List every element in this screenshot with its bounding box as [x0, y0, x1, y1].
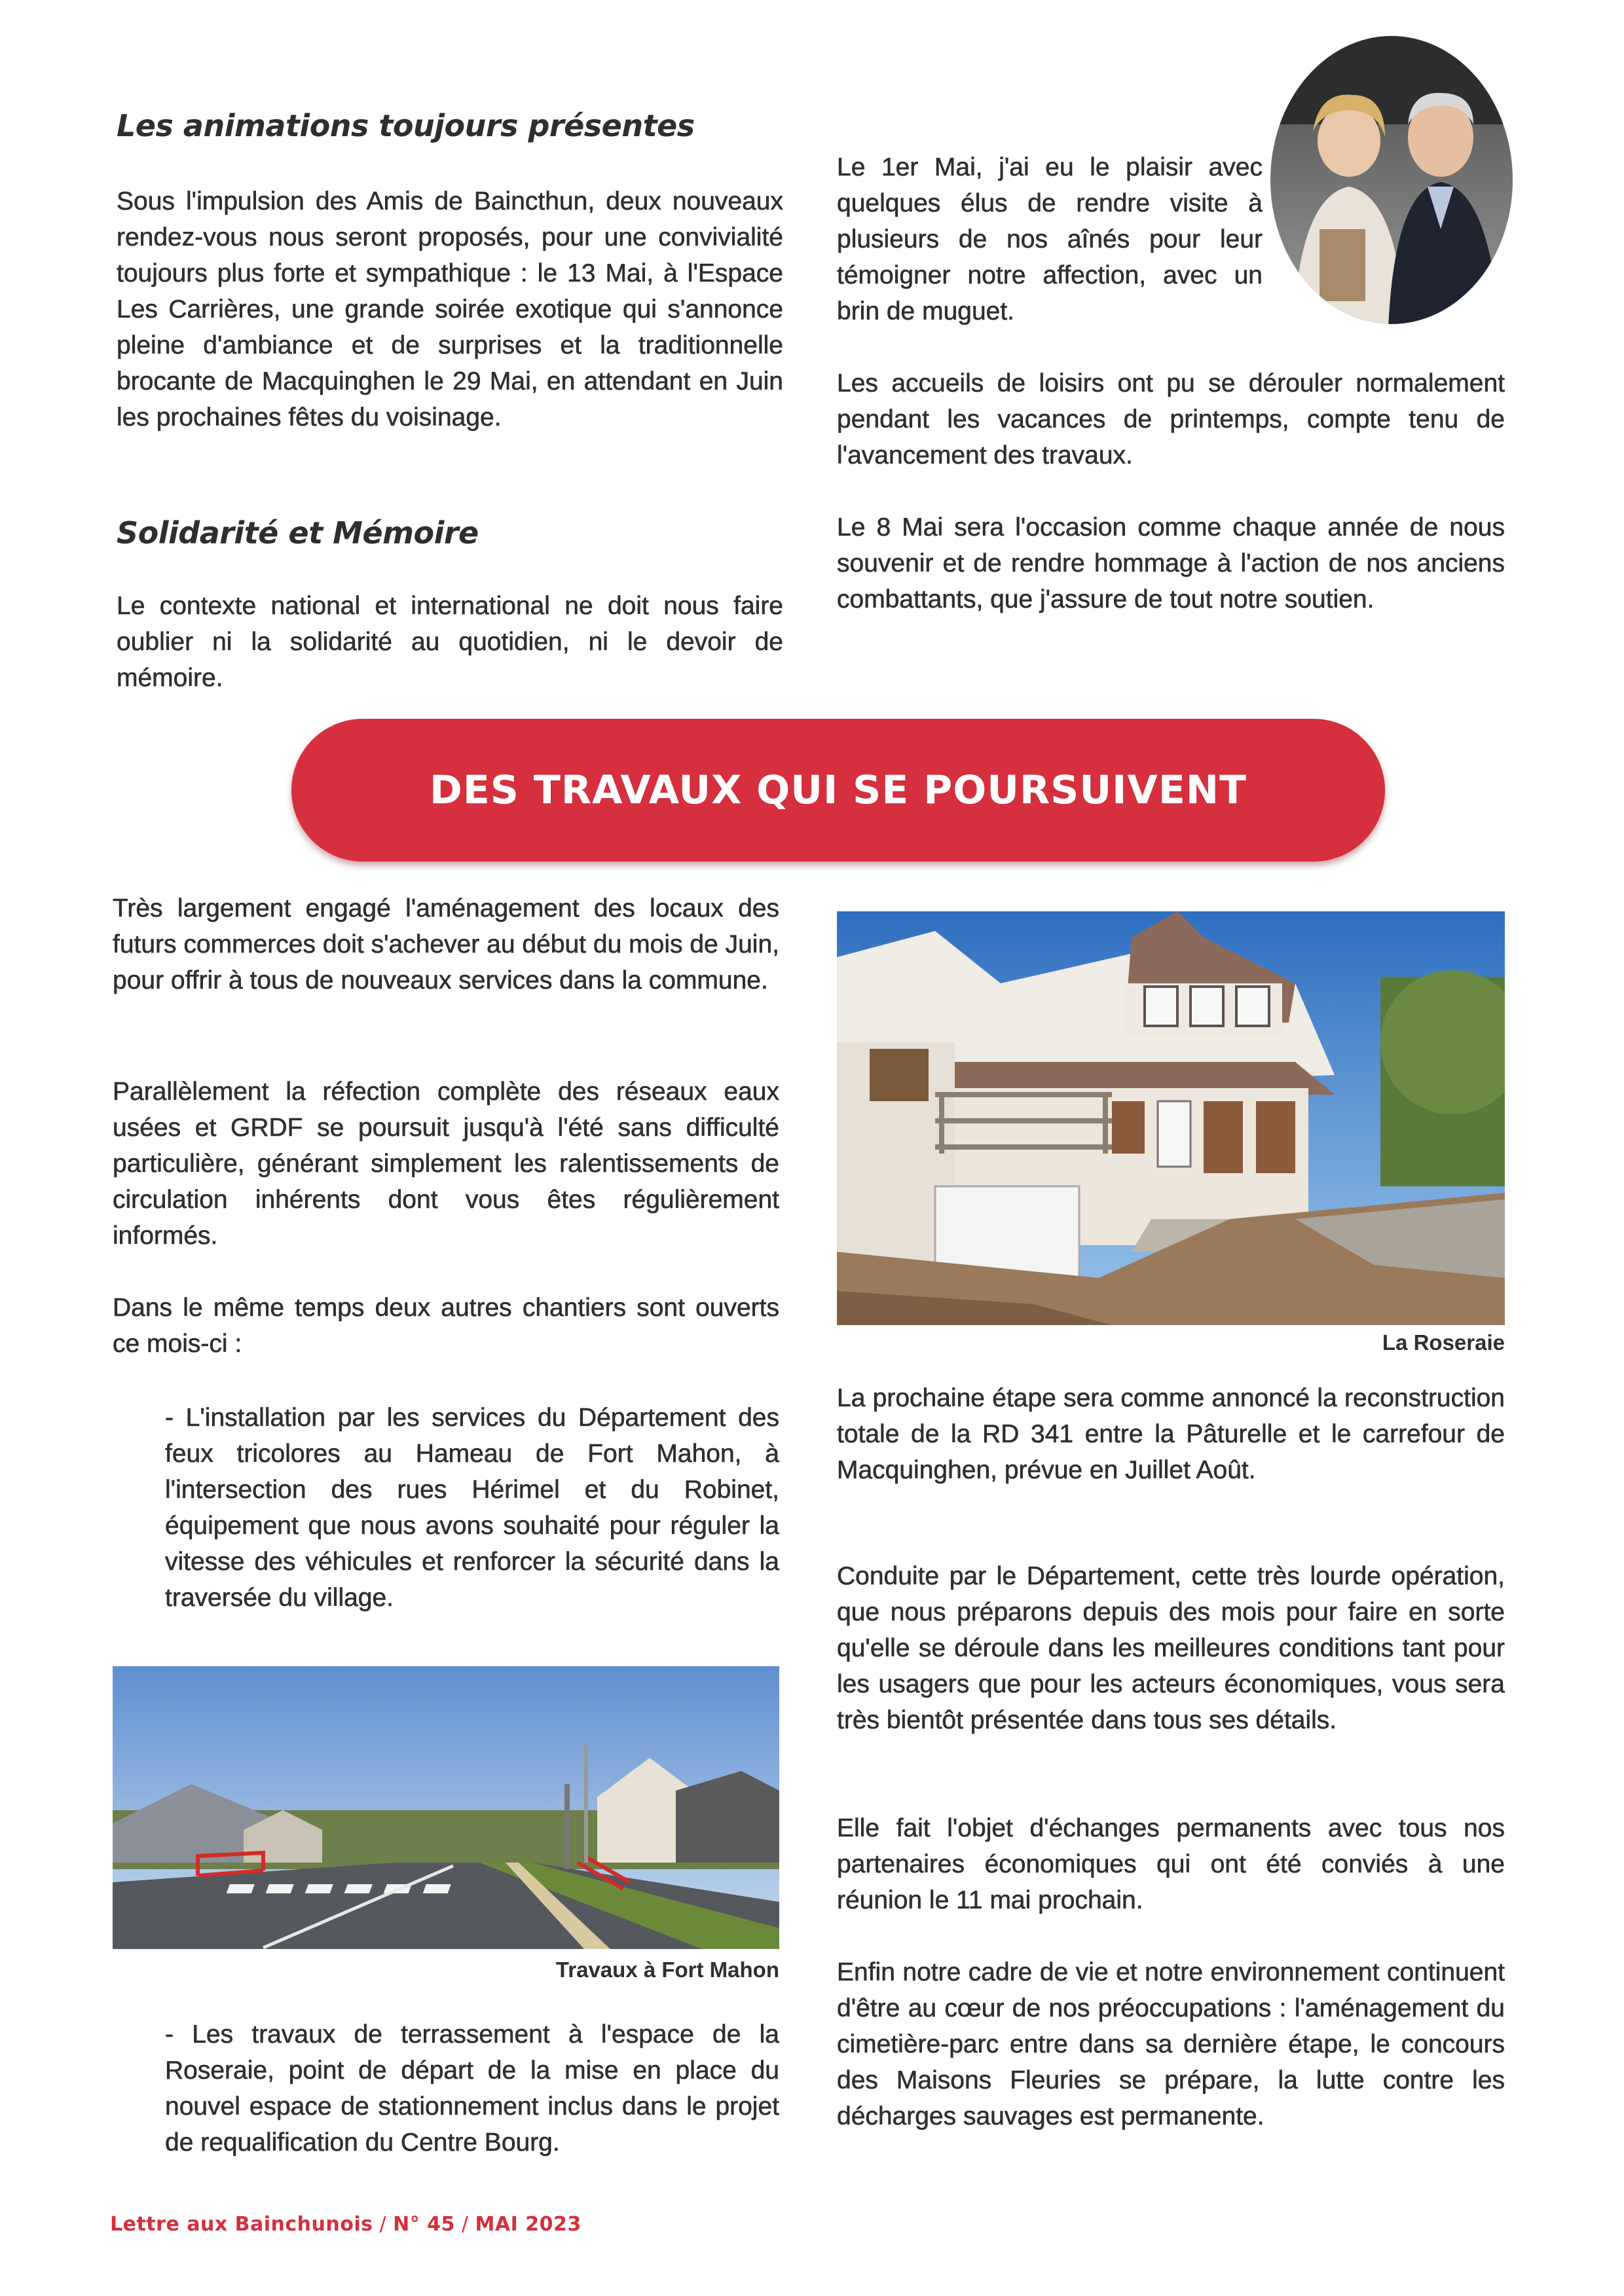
footer: Lettre aux Bainchunois / N° 45 / MAI 2023 — [110, 2213, 581, 2236]
paragraph-accueils-loisirs: Les accueils de loisirs ont pu se dérouler normalement pendant les vacances de printemps, compte tenu de l'avancement des travaux. — [837, 369, 1505, 469]
section-heading-animations: Les animations toujours présentes — [117, 108, 695, 143]
paragraph-echanges: Elle fait l'objet d'échanges permanents avec tous nos partenaires économiques qui ont été conviés à une réunion le 11 mai prochain. — [837, 1814, 1505, 1914]
paragraph-1er-mai: Le 1er Mai, j'ai eu le plaisir avec quelques élus de rendre visite à plusieurs de nos aînés pour leur témoigner notre affection, avec un brin de muguet. — [837, 153, 1263, 325]
paragraph-locaux-commerces: Très largement engagé l'aménagement des locaux des futurs commerces doit s'achever au début du mois de Juin, pour offrir à tous de nouveaux services dans la commune. — [113, 894, 779, 994]
portrait-photo — [1267, 33, 1516, 327]
paragraph-terrassement: - Les travaux de terrassement à l'espace de la Roseraie, point de départ de la mise en place du nouvel espace de stationnement inclus dans le projet de requalification du Centre Bourg. — [165, 2020, 779, 2157]
paragraph-reseaux: Parallèlement la réfection complète des réseaux eaux usées et GRDF se poursuit jusqu'à l'été sans difficulté particulière, générant simplement les ralentissements de circulation inhérents dont vous êtes régulièrement informés. — [113, 1078, 779, 1250]
photo-fort-mahon — [113, 1666, 779, 1949]
section-banner — [291, 719, 1385, 862]
footer-date: MAI 2023 — [475, 2213, 581, 2236]
section-heading-solidarite: Solidarité et Mémoire — [117, 515, 479, 551]
paragraph-rd-341: La prochaine étape sera comme annoncé la reconstruction totale de la RD 341 entre la Pâturelle et le carrefour de Macquinghen, prévue en Juillet Août. — [837, 1384, 1505, 1484]
paragraph-feux-tricolores: - L'installation par les services du Département des feux tricolores au Hameau de Fort Mahon, à l'intersection des rues Hérimel et du Robinet, équipement que nous avons souhaité pour réguler la vitesse des véhicules et renforcer la sécurité dans la traversée du village. — [165, 1404, 779, 1612]
paragraph-departement: Conduite par le Département, cette très lourde opération, que nous préparons depuis des mois pour faire en sorte qu'elle se déroule dans les meilleures conditions tant pour les usagers que pour les acteurs économiques, vous sera très bientôt présentée dans tous ses détails. — [837, 1562, 1505, 1734]
paragraph-cadre-de-vie: Enfin notre cadre de vie et notre environnement continuent d'être au cœur de nos préoccupations : l'aménagement du cimetière-parc entre dans sa dernière étape, le concours des Maisons Fleuries se prépare, la lutte contre les décharges sauvages est permanente. — [837, 1958, 1505, 2130]
paragraph-8-mai: Le 8 Mai sera l'occasion comme chaque année de nous souvenir et de rendre hommage à l'action de nos anciens combattants, que j'assure de tout notre soutien. — [837, 513, 1505, 613]
photo-la-roseraie — [837, 911, 1505, 1325]
paragraph-solidarite: Le contexte national et international ne doit nous faire oublier ni la solidarité au quotidien, ni le devoir de mémoire. — [117, 592, 783, 692]
caption-la-roseraie: La Roseraie — [1382, 1330, 1505, 1355]
paragraph-chantiers: Dans le même temps deux autres chantiers sont ouverts ce mois-ci : — [113, 1294, 779, 1358]
footer-issue: N° 45 — [393, 2213, 455, 2236]
caption-fort-mahon: Travaux à Fort Mahon — [555, 1958, 779, 1982]
footer-publication: Lettre aux Bainchunois — [110, 2213, 373, 2236]
paragraph-animations: Sous l'impulsion des Amis de Baincthun, deux nouveaux rendez-vous nous seront proposés, pour une convivialité toujours plus forte et sympathique : le 13 Mai, à l'Espace Les Carrières, une grande soirée exotique qui s'annonce pleine d'ambiance et de surprises et la traditionnelle brocante de Macquinghen le 29 Mai, en attendant en Juin les prochaines fêtes du voisinage. — [117, 187, 783, 431]
banner-title: DES TRAVAUX QUI SE POURSUIVENT — [430, 767, 1247, 813]
